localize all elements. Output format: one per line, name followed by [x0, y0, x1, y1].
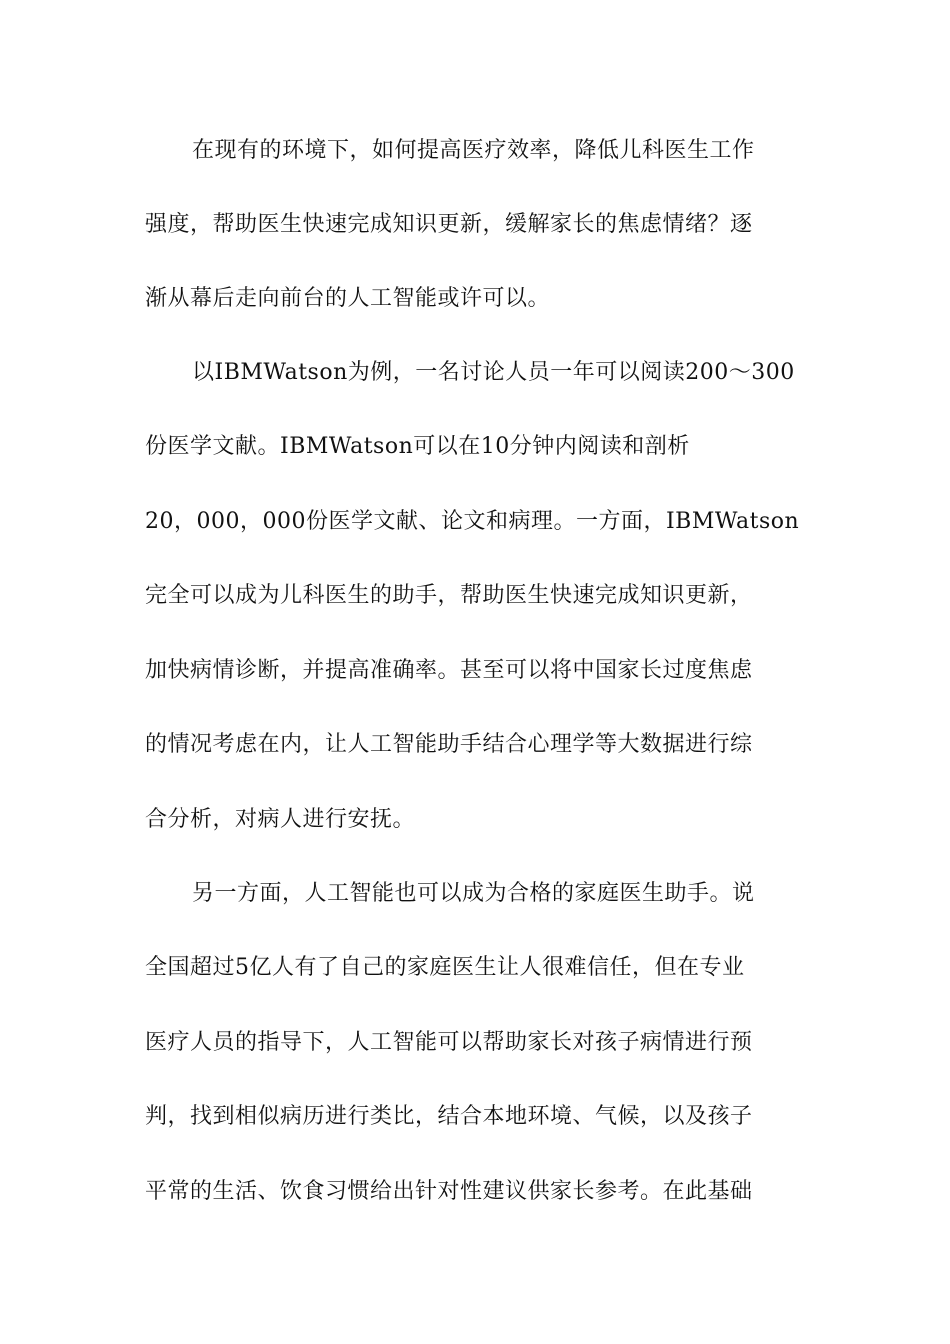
paragraph-3-line-1: 另一方面，人工智能也可以成为合格的家庭医生助手。说	[192, 881, 755, 906]
paragraph-2-line-6: 的情况考虑在内，让人工智能助手结合心理学等大数据进行综	[145, 732, 753, 757]
paragraph-2-line-3: 20，000，000份医学文献、论文和病理。一方面，IBMWatson	[145, 509, 800, 534]
paragraph-2-line-2: 份医学文献。IBMWatson可以在10分钟内阅读和剖析	[145, 434, 690, 459]
paragraph-2-line-5: 加快病情诊断，并提高准确率。甚至可以将中国家长过度焦虑	[145, 658, 753, 683]
paragraph-1-line-3: 渐从幕后走向前台的人工智能或许可以。	[145, 286, 551, 311]
paragraph-2-line-7: 合分析，对病人进行安抚。	[145, 807, 416, 832]
paragraph-3-line-4: 判，找到相似病历进行类比，结合本地环境、气候，以及孩子	[145, 1104, 753, 1129]
paragraph-2-line-1: 以IBMWatson为例，一名讨论人员一年可以阅读200～300	[192, 360, 795, 385]
paragraph-3-line-5: 平常的生活、饮食习惯给出针对性建议供家长参考。在此基础	[145, 1179, 753, 1204]
paragraph-3-line-3: 医疗人员的指导下，人工智能可以帮助家长对孩子病情进行预	[145, 1030, 753, 1055]
paragraph-2-line-4: 完全可以成为儿科医生的助手，帮助医生快速完成知识更新，	[145, 583, 753, 608]
paragraph-1-line-1: 在现有的环境下，如何提高医疗效率，降低儿科医生工作	[192, 138, 755, 163]
paragraph-3-line-2: 全国超过5亿人有了自己的家庭医生让人很难信任，但在专业	[145, 955, 745, 980]
paragraph-1-line-2: 强度，帮助医生快速完成知识更新，缓解家长的焦虑情绪？逐	[145, 212, 753, 237]
